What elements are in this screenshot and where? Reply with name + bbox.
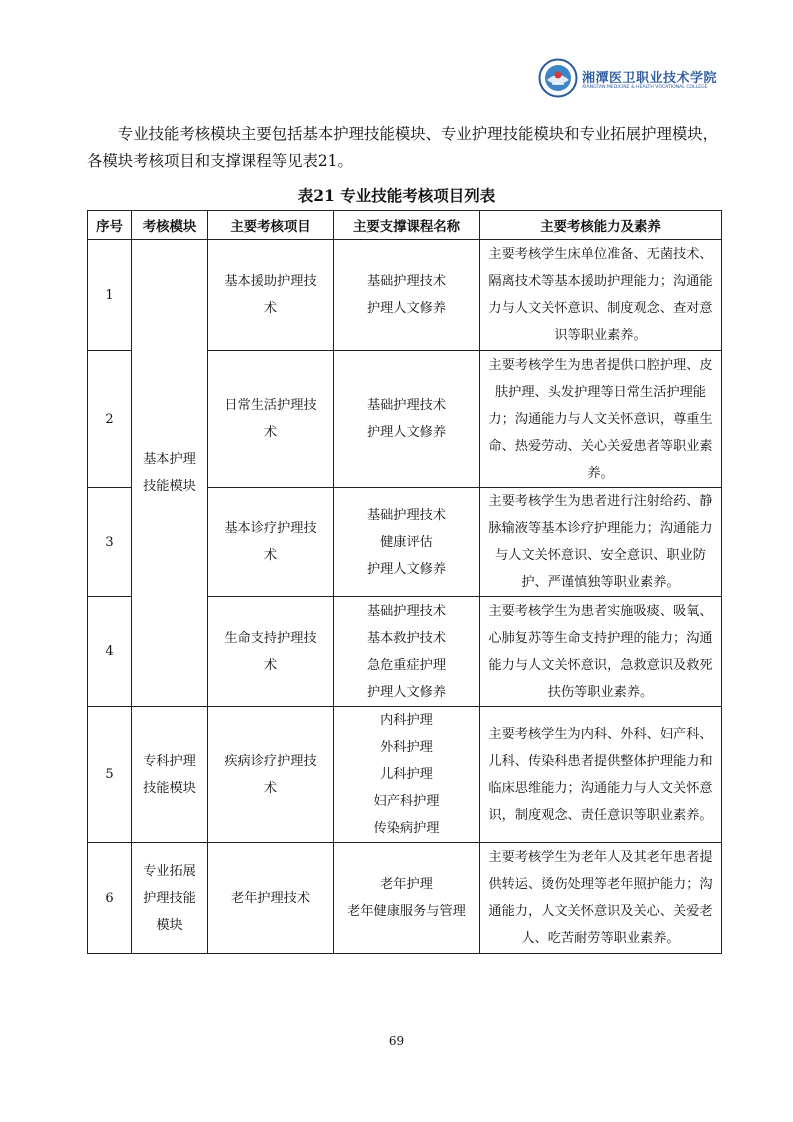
course-line: 内科护理: [380, 713, 433, 728]
project-line: 术: [263, 425, 278, 440]
course-line: 妇产科护理: [373, 794, 440, 809]
college-logo: [538, 58, 718, 102]
row-number: 3: [88, 488, 132, 597]
college-emblem-icon: [538, 58, 578, 98]
course-line: 基本救护技术: [366, 630, 447, 646]
project-cell: [208, 488, 334, 597]
ability-cell: 主要考核学生为患者实施吸痰、吸氧、心肺复苏等生命支持护理的能力；沟通能力与人文关怀意识，急救意识及救死扶伤等职业素养。: [480, 597, 722, 707]
project-cell: [208, 597, 334, 707]
course-line: 基础护理技术: [366, 398, 447, 413]
course-line: 基础护理技术: [366, 274, 447, 289]
table-caption: 表21 专业技能考核项目列表: [297, 186, 496, 205]
module-line: 护理技能: [143, 890, 196, 906]
ability-cell: 主要考核学生为内科、外科、妇产科、儿科、传染科患者提供整体护理能力和临床思维能力；沟通能力与人文关怀意识，制度观念、责任意识等职业素养。: [480, 707, 722, 843]
courses-cell: [334, 707, 480, 843]
row-number: 1: [88, 240, 132, 351]
project-line: 老年护理技术: [230, 890, 311, 906]
project-line: 日常生活护理技: [224, 398, 317, 413]
page-number: 69: [388, 1034, 405, 1048]
project-cell: [208, 351, 334, 488]
project-line: 术: [263, 657, 278, 673]
college-name-cn: 湘潭医卫职业技术学院: [582, 71, 718, 86]
table-row: [88, 707, 722, 843]
row-number: 6: [88, 843, 132, 954]
header-module: 考核模块: [132, 211, 208, 240]
row-number: 5: [88, 707, 132, 843]
table-header-row: [88, 211, 722, 240]
project-cell: [208, 843, 334, 954]
module-cell: [132, 240, 208, 707]
project-line: 术: [263, 548, 278, 563]
course-line: 基础护理技术: [366, 603, 447, 619]
module-line: 技能模块: [143, 479, 196, 494]
courses-cell: [334, 843, 480, 954]
skill-assessment-table: [87, 210, 722, 954]
module-line: 技能模块: [143, 780, 196, 796]
header-ability: 主要考核能力及素养: [480, 211, 722, 240]
course-line: 护理人文修养: [366, 684, 447, 700]
courses-cell: [334, 351, 480, 488]
college-name-en: XIANGTAN MEDICINE & HEALTH VOCATIONAL COLLEGE: [582, 85, 708, 90]
course-line: 基础护理技术: [366, 507, 447, 523]
intro-text: 专业技能考核模块主要包括基本护理技能模块、专业护理技能模块和专业拓展护理模块，各模块考核项目和支撑课程等见表21。: [87, 125, 719, 170]
project-line: 术: [263, 301, 278, 316]
module-line: 模块: [156, 917, 183, 933]
course-line: 老年护理: [380, 877, 433, 892]
course-line: 儿科护理: [380, 767, 433, 782]
ability-cell: 主要考核学生为患者进行注射给药、静脉输液等基本诊疗护理能力；沟通能力与人文关怀意识、安全意识、职业防护、严谨慎独等职业素养。: [480, 488, 722, 597]
project-line: 术: [263, 780, 278, 796]
course-line: 传染病护理: [373, 821, 440, 836]
module-cell: [132, 707, 208, 843]
course-line: 急危重症护理: [366, 657, 447, 673]
module-line: 专业拓展: [143, 863, 196, 879]
intro-paragraph: [87, 121, 721, 175]
header-no: 序号: [88, 211, 132, 240]
row-number: 4: [88, 597, 132, 707]
courses-cell: [334, 597, 480, 707]
row-number: 2: [88, 351, 132, 488]
ability-cell: 主要考核学生床单位准备、无菌技术、隔离技术等基本援助护理能力；沟通能力与人文关怀意识、制度观念、查对意识等职业素养。: [480, 240, 722, 351]
table-row: [88, 240, 722, 351]
course-line: 护理人文修养: [366, 425, 447, 440]
module-cell: [132, 843, 208, 954]
header-project: 主要考核项目: [208, 211, 334, 240]
module-line: 专科护理: [143, 753, 196, 769]
ability-cell: 主要考核学生为老年人及其老年患者提供转运、烫伤处理等老年照护能力；沟通能力，人文关怀意识及关心、关爱老人、吃苦耐劳等职业素养。: [480, 843, 722, 954]
courses-cell: [334, 240, 480, 351]
project-cell: [208, 240, 334, 351]
course-line: 健康评估: [380, 534, 433, 550]
table-row: [88, 843, 722, 954]
courses-cell: [334, 488, 480, 597]
module-line: 基本护理: [143, 452, 196, 467]
header-courses: 主要支撑课程名称: [334, 211, 480, 240]
project-line: 疾病诊疗护理技: [224, 753, 317, 769]
course-line: 老年健康服务与管理: [347, 904, 466, 919]
project-cell: [208, 707, 334, 843]
project-line: 基本援助护理技: [224, 274, 317, 289]
course-line: 外科护理: [380, 740, 433, 755]
course-line: 护理人文修养: [366, 301, 447, 316]
project-line: 生命支持护理技: [224, 630, 317, 646]
project-line: 基本诊疗护理技: [224, 521, 317, 536]
ability-cell: 主要考核学生为患者提供口腔护理、皮肤护理、头发护理等日常生活护理能力；沟通能力与人文关怀意识，尊重生命、热爱劳动、关心关爱患者等职业素养。: [480, 351, 722, 488]
course-line: 护理人文修养: [366, 561, 447, 577]
